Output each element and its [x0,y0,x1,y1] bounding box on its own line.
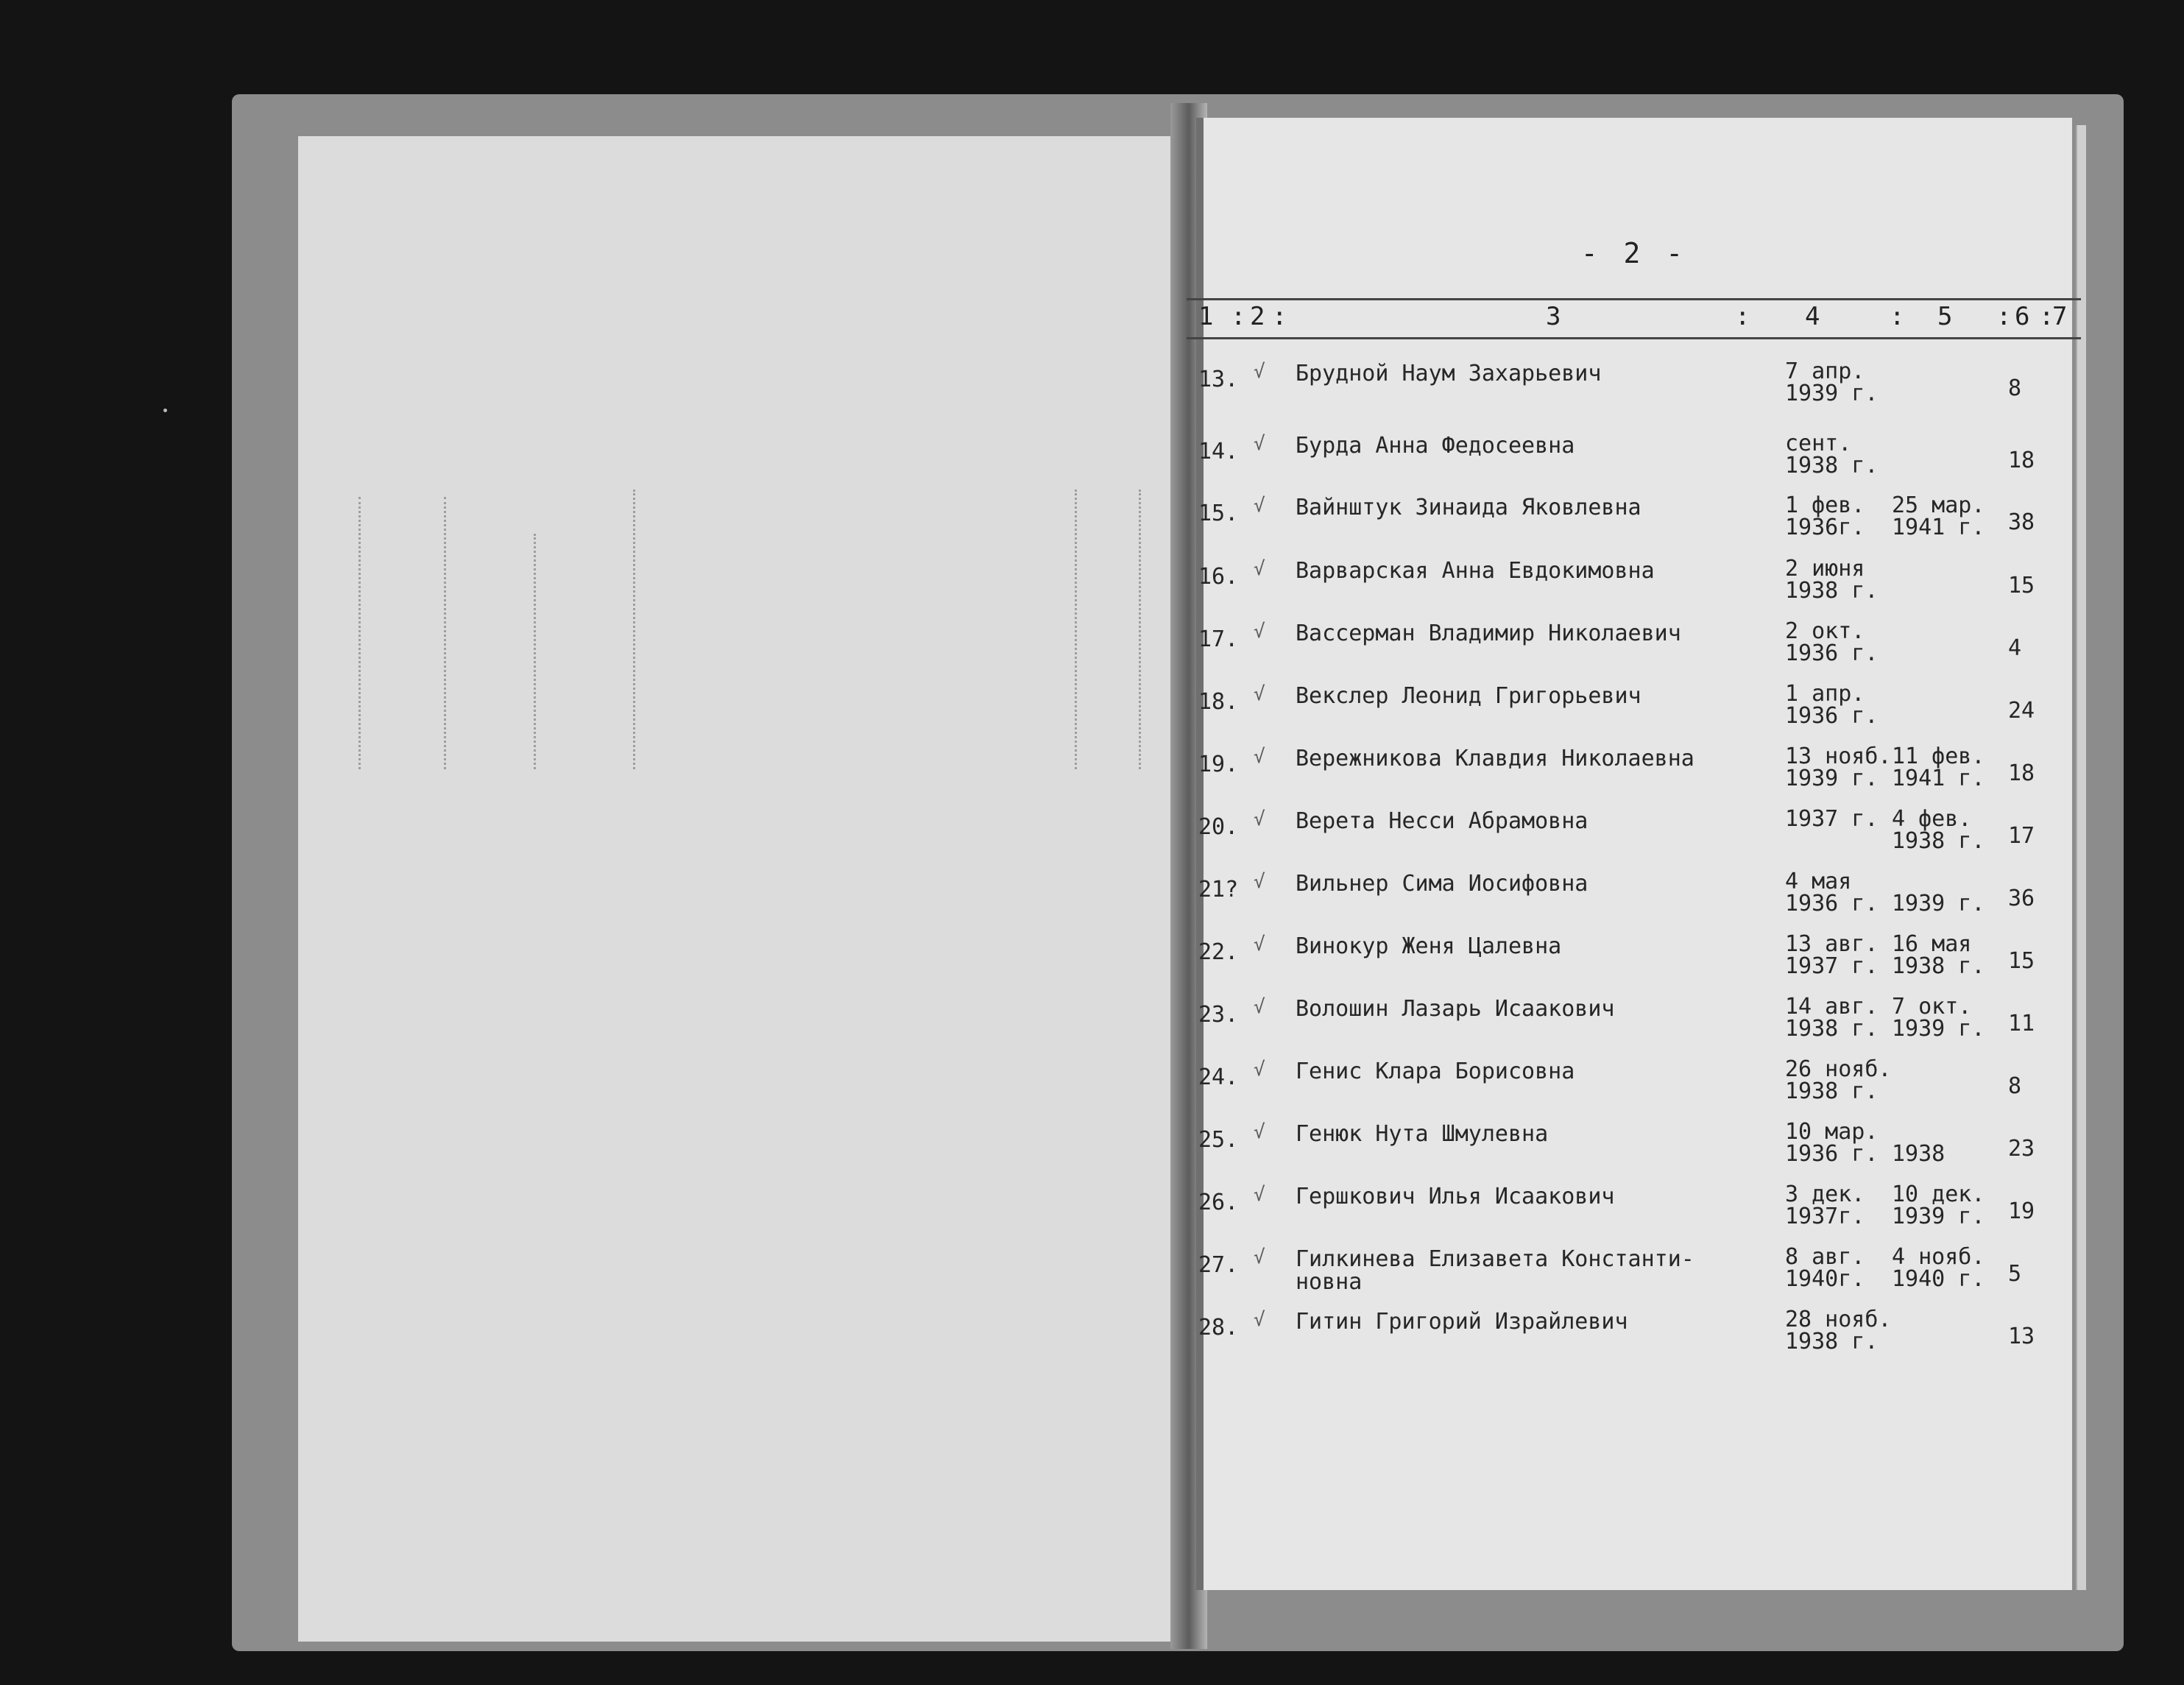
header-col-6: 6 [2015,302,2030,331]
entry-number: 23. [1198,1002,1239,1028]
header-sep: : [1735,302,1750,331]
table-row [0,618,2184,679]
value-col-6: 5 [2008,1261,2022,1287]
date-col-4: 2 июня 1938 г. [1785,556,1879,604]
value-col-6: 23 [2008,1136,2035,1162]
value-col-6: 18 [2008,760,2035,786]
person-name [1296,1059,1575,1084]
entry-number: 16. [1198,564,1239,590]
check-mark-icon: √ [1254,1121,1265,1143]
person-name [1296,871,1588,897]
person-name [1296,1121,1549,1147]
table-row [0,358,2184,420]
date-col-4: 1937 г. [1785,806,1879,832]
person-name [1296,1246,1694,1295]
check-mark-icon: √ [1254,433,1265,455]
person-name [1296,361,1601,384]
header-col-1: 1 [1198,302,1214,331]
person-name [1296,433,1575,459]
table-row [0,1181,2184,1243]
header-col-2: 2 [1250,302,1265,331]
header-sep: : [1231,302,1246,331]
value-col-6: 38 [2008,509,2035,535]
value-col-6: 8 [2008,375,2022,401]
date-col-5: 4 нояб. 1940 г. [1892,1244,1985,1292]
date-col-5: 1938 [1892,1141,1946,1167]
person-name-line1: Вайнштук Зинаида Яковлевна [1296,495,1641,520]
entry-number: 25. [1198,1127,1239,1153]
person-name-line1: Вильнер Сима Иосифовна [1296,871,1588,897]
table-row [0,933,2184,992]
value-col-6: 8 [2008,1073,2022,1099]
entry-number: 27. [1198,1252,1239,1278]
check-mark-icon: √ [1254,1309,1265,1331]
entry-number: 13. [1198,367,1239,392]
value-col-6: 24 [2008,698,2035,724]
date-col-4: 1 фев. 1936г. [1785,492,1865,540]
date-col-5: 4 фев. 1938 г. [1892,806,1985,854]
person-name-line1: Генюк Нута Шмулевна [1296,1121,1549,1147]
check-mark-icon: √ [1254,871,1265,893]
value-col-6: 4 [2008,635,2022,661]
entry-number: 26. [1198,1190,1239,1215]
header-col-5: 5 [1937,302,1953,331]
table-row [0,996,2184,1055]
person-name-line1: Брудной Наум Захарьевич [1296,361,1602,386]
entry-number: 19. [1198,752,1239,777]
person-name-line2: новна [1296,1269,1363,1295]
header-col-4: 4 [1805,302,1820,331]
date-col-5: 1939 г. [1892,891,1985,916]
date-col-4: 13 авг. 1937 г. [1785,931,1879,979]
person-name-line1: Гершкович Илья Исаакович [1296,1184,1615,1209]
date-col-4: 7 апр. 1939 г. [1785,358,1879,406]
person-name-line1: Гилкинева Елизавета Константи- [1296,1246,1694,1272]
entry-number: 15. [1198,501,1239,526]
date-col-5: 7 окт. 1939 г. [1892,994,1985,1042]
check-mark-icon: √ [1254,683,1265,705]
person-name [1296,1309,1628,1335]
check-mark-icon: √ [1254,746,1265,768]
check-mark-icon: √ [1254,495,1265,517]
date-col-4: 1 апр. 1936 г. [1785,681,1879,729]
header-sep: : [1890,302,1905,331]
check-mark-icon: √ [1254,1246,1265,1268]
person-name [1296,746,1694,769]
value-col-6: 11 [2008,1011,2035,1036]
value-col-6: 19 [2008,1198,2035,1224]
person-name-line1: Вережникова Клавдия Николаевна [1296,746,1694,771]
table-row [0,808,2184,867]
header-sep: : [1272,302,1287,331]
header-sep: : [2039,302,2054,331]
person-name [1296,808,1588,834]
person-name [1296,558,1655,584]
person-name [1296,621,1681,646]
date-col-4: 26 нояб. 1938 г. [1785,1056,1892,1104]
person-name [1296,1184,1614,1207]
value-col-6: 13 [2008,1324,2035,1349]
check-mark-icon: √ [1254,361,1265,383]
page-number: - 2 - [1580,237,1688,269]
entry-number: 24. [1198,1064,1239,1090]
person-name-line1: Бурда Анна Федосеевна [1296,433,1575,459]
table-row [0,492,2184,554]
header-sep: : [1996,302,2012,331]
entry-number: 21? [1198,877,1239,902]
date-col-5: 16 мая 1938 г. [1892,931,1985,979]
date-col-4: 2 окт. 1936 г. [1785,618,1879,666]
check-mark-icon: √ [1254,621,1265,643]
person-name-line1: Варварская Анна Евдокимовна [1296,558,1655,584]
person-name-line1: Векслер Леонид Григорьевич [1296,683,1641,709]
entry-number: 22. [1198,939,1239,965]
date-col-4: 8 авг. 1940г. [1785,1244,1865,1292]
table-row [0,1056,2184,1117]
entry-number: 14. [1198,439,1239,464]
check-mark-icon: √ [1254,1059,1265,1081]
person-name [1296,495,1641,520]
person-name [1296,996,1615,1022]
person-name-line1: Волошин Лазарь Исаакович [1296,996,1615,1022]
check-mark-icon: √ [1254,1184,1265,1206]
person-name [1296,683,1641,709]
date-col-4: 28 нояб. 1938 г. [1785,1307,1892,1354]
person-name-line1: Генис Клара Борисовна [1296,1059,1575,1084]
table-row [0,743,2184,805]
table-row [0,433,2184,492]
table-row [0,871,2184,930]
value-col-6: 15 [2008,948,2035,974]
date-col-5: 10 дек. 1939 г. [1892,1181,1985,1229]
date-col-4: 13 нояб. 1939 г. [1785,743,1892,791]
value-col-6: 18 [2008,448,2035,473]
check-mark-icon: √ [1254,558,1265,580]
table-row [0,1246,2184,1305]
table-row [0,1309,2184,1368]
entry-number: 20. [1198,814,1239,840]
table-header-row [1187,298,2081,339]
person-name [1296,933,1562,959]
date-col-4: 14 авг. 1938 г. [1785,994,1879,1042]
table-row [0,683,2184,742]
person-name-line1: Гитин Григорий Израйлевич [1296,1309,1628,1335]
date-col-4: сент. 1938 г. [1785,431,1879,478]
value-col-6: 36 [2008,886,2035,911]
date-col-4: 10 мар. 1936 г. [1785,1119,1879,1167]
person-name-line1: Верета Несси Абрамовна [1296,808,1588,834]
value-col-6: 15 [2008,573,2035,598]
check-mark-icon: √ [1254,808,1265,830]
person-name-line1: Вассерман Владимир Николаевич [1296,621,1681,646]
table-row [0,1121,2184,1180]
check-mark-icon: √ [1254,933,1265,955]
entry-number: 28. [1198,1315,1239,1340]
entry-number: 18. [1198,689,1239,715]
header-col-3: 3 [1546,302,1561,331]
date-col-5: 11 фев. 1941 г. [1892,743,1985,791]
table-row [0,558,2184,617]
check-mark-icon: √ [1254,996,1265,1018]
date-col-4: 3 дек. 1937г. [1785,1181,1865,1229]
date-col-5: 25 мар. 1941 г. [1892,492,1985,540]
date-col-4: 4 мая 1936 г. [1785,869,1879,916]
entry-number: 17. [1198,626,1239,652]
header-col-7: 7 [2052,302,2068,331]
value-col-6: 17 [2008,823,2035,849]
person-name-line1: Винокур Женя Цалевна [1296,933,1562,959]
